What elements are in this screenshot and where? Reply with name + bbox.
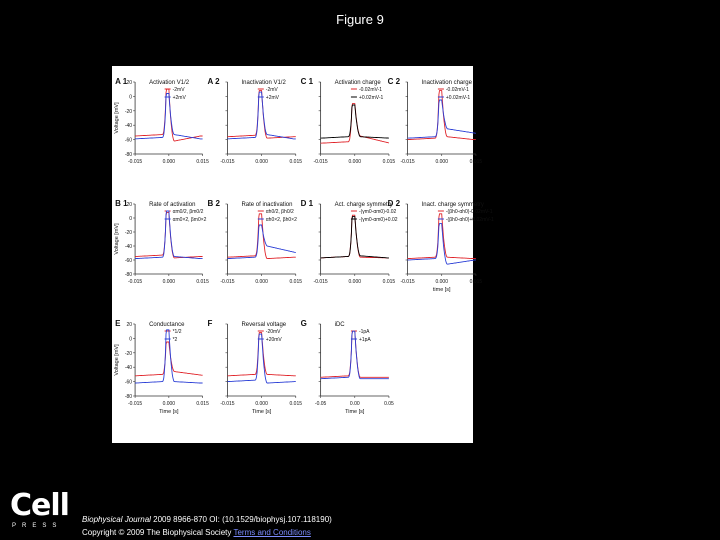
panel-title: Conductance xyxy=(149,322,185,328)
x-tick-label: 0.000 xyxy=(348,159,362,165)
x-tick-label: -0.015 xyxy=(220,401,235,407)
y-tick-label: 20 xyxy=(126,80,133,86)
terms-link[interactable]: Terms and Conditions xyxy=(233,528,311,537)
panel-title: Activation charge xyxy=(334,80,381,86)
x-tick-label: 0.015 xyxy=(196,279,209,285)
panel-label: D 2 xyxy=(387,199,401,208)
x-tick-label: 0.000 xyxy=(435,279,448,285)
panel-title: Inactivation charge xyxy=(421,80,472,86)
legend-label: *2 xyxy=(172,337,178,343)
legend-label: +2mV xyxy=(265,95,279,101)
y-tick-label: -60 xyxy=(124,258,133,264)
y-axis-label: Voltage [mV] xyxy=(114,223,121,255)
x-tick-label: -0.015 xyxy=(313,159,328,165)
x-tick-label: 0.05 xyxy=(384,401,394,407)
x-tick-label: 0.000 xyxy=(255,279,268,285)
x-axis-label: time [s] xyxy=(432,287,451,293)
figure-title: Figure 9 xyxy=(336,12,384,27)
series-line-2 xyxy=(228,92,296,139)
copyright-text: Copyright © 2009 The Biophysical Society xyxy=(82,528,234,537)
legend-label: -1pA xyxy=(358,329,370,335)
panel-label: F xyxy=(207,319,213,328)
legend-label: -2mV xyxy=(265,87,278,93)
series-line-2 xyxy=(408,100,476,138)
y-tick-label: 0 xyxy=(129,94,133,101)
panel-title: Rate of activation xyxy=(149,202,196,208)
series-line-2 xyxy=(321,105,389,138)
logo-subtext: PRESS xyxy=(12,523,63,529)
figure-panel-grid xyxy=(112,66,494,443)
x-tick-label: 0.015 xyxy=(469,279,483,285)
y-tick-label: 0 xyxy=(129,336,133,343)
x-tick-label: 0.000 xyxy=(255,401,268,407)
legend-label: -(βh0-αh0)+0.02mV-1 xyxy=(445,217,494,223)
legend-label: -0.02mV-1 xyxy=(358,87,383,93)
panel-d1 xyxy=(301,199,398,285)
x-tick-label: 0.015 xyxy=(382,279,396,285)
x-tick-label: 0.000 xyxy=(162,401,176,407)
panel-title: iDC xyxy=(334,322,345,328)
y-tick-label: -60 xyxy=(124,379,133,386)
y-tick-label: -80 xyxy=(124,394,133,400)
x-tick-label: 0.000 xyxy=(435,159,448,165)
x-tick-label: 0.000 xyxy=(348,279,362,285)
x-tick-label: 0.00 xyxy=(349,401,360,407)
legend-label: +0.02mV-1 xyxy=(358,95,384,101)
legend-label: -0.02mV-1 xyxy=(445,87,469,93)
citation-line xyxy=(82,515,332,524)
panel-label: C 1 xyxy=(300,77,314,86)
x-tick-label: -0.05 xyxy=(314,401,327,407)
y-tick-label: -40 xyxy=(124,244,133,250)
series-line-2 xyxy=(228,225,296,259)
panel-label: B 1 xyxy=(115,199,128,208)
x-tick-label: -0.015 xyxy=(220,159,235,165)
panel-b1 xyxy=(114,199,209,285)
legend-label: +2mV xyxy=(172,95,186,101)
logo-word: Cell xyxy=(10,488,69,523)
panel-a2 xyxy=(207,77,302,165)
panel-c1 xyxy=(301,77,396,165)
cell-press-logo xyxy=(10,490,74,538)
figure-svg xyxy=(112,66,494,443)
panel-g xyxy=(301,319,394,415)
legend-label: -(γm0-αm0)+0.02 xyxy=(358,217,398,223)
x-tick-label: -0.015 xyxy=(400,159,415,165)
panel-title: Act. charge symmetry xyxy=(334,202,393,208)
y-tick-label: -80 xyxy=(124,272,133,278)
legend-label: -(γm0-αm0)-0.02 xyxy=(358,209,397,215)
x-axis-label: Time [s] xyxy=(159,409,179,415)
legend-label: +1pA xyxy=(358,337,371,343)
x-axis-label: Time [s] xyxy=(345,409,365,415)
panel-title: Inactivation V1/2 xyxy=(241,80,286,86)
y-tick-label: -20 xyxy=(124,230,133,236)
legend-label: αm0×2, βm0×2 xyxy=(172,217,207,223)
legend-label: +20mV xyxy=(265,337,282,343)
x-tick-label: -0.015 xyxy=(400,279,415,285)
x-tick-label: 0.015 xyxy=(382,159,396,165)
y-axis-label: Voltage [mV] xyxy=(114,102,121,134)
citation-detail: 2009 8966-870 OI: (10.1529/biophysj.107.118190) xyxy=(150,515,332,524)
panel-label: C 2 xyxy=(387,77,401,86)
legend-label: -20mV xyxy=(265,329,281,335)
panel-title: Reversal voltage xyxy=(241,322,287,328)
panel-c2 xyxy=(388,77,483,165)
panel-title: Rate of inactivation xyxy=(241,202,293,208)
y-tick-label: -80 xyxy=(124,152,133,158)
panel-label: D 1 xyxy=(300,199,314,208)
panel-label: A 1 xyxy=(115,77,128,86)
legend-label: -2mV xyxy=(172,87,185,93)
x-tick-label: 0.000 xyxy=(255,159,268,165)
y-tick-label: -20 xyxy=(124,108,133,115)
x-tick-label: -0.015 xyxy=(127,279,143,285)
y-tick-label: -40 xyxy=(124,365,133,372)
series-line-2 xyxy=(321,331,389,379)
panel-f xyxy=(207,319,302,415)
panel-label: A 2 xyxy=(207,77,220,86)
y-tick-label: 20 xyxy=(126,322,133,328)
x-tick-label: -0.015 xyxy=(127,401,143,407)
x-tick-label: 0.015 xyxy=(289,159,303,165)
x-axis-label: Time [s] xyxy=(251,409,272,415)
x-tick-label: -0.015 xyxy=(127,159,143,165)
legend-label: αh0×2, βh0×2 xyxy=(265,217,297,223)
x-tick-label: 0.000 xyxy=(162,159,176,165)
legend-label: *1/2 xyxy=(172,329,182,335)
series-line-1 xyxy=(321,331,389,377)
x-tick-label: 0.015 xyxy=(289,401,303,407)
legend-label: -(βh0-αh0)-0.02mV-1 xyxy=(445,209,493,215)
legend-label: +0.02mV-1 xyxy=(445,95,471,101)
x-tick-label: 0.000 xyxy=(162,279,176,285)
x-tick-label: 0.015 xyxy=(196,159,209,165)
y-tick-label: -40 xyxy=(124,123,133,130)
y-tick-label: -20 xyxy=(124,350,133,357)
legend-label: αm0/2, βm0/2 xyxy=(172,209,204,215)
panel-title: Inact. charge symmetry xyxy=(421,202,484,208)
y-tick-label: -60 xyxy=(124,137,133,144)
y-axis-label: Voltage [mV] xyxy=(114,344,121,376)
x-tick-label: 0.015 xyxy=(469,159,483,165)
panel-label: B 2 xyxy=(207,199,220,208)
copyright-line xyxy=(82,528,311,537)
panel-b2 xyxy=(207,199,302,285)
x-tick-label: 0.015 xyxy=(289,279,303,285)
journal-name: Biophysical Journal xyxy=(82,515,151,524)
legend-label: αh0/2, βh0/2 xyxy=(265,209,294,215)
series-line-1 xyxy=(135,342,203,376)
x-tick-label: -0.015 xyxy=(220,279,235,285)
y-tick-label: 20 xyxy=(126,202,133,208)
series-line-2 xyxy=(135,94,203,139)
panel-a1 xyxy=(114,77,209,165)
x-tick-label: -0.015 xyxy=(313,279,328,285)
panel-label: E xyxy=(115,319,121,328)
panel-title: Activation V1/2 xyxy=(149,80,190,86)
panel-d2 xyxy=(388,199,494,293)
x-tick-label: 0.015 xyxy=(196,401,209,407)
y-tick-label: 0 xyxy=(129,216,133,222)
panel-label: G xyxy=(300,319,307,328)
panel-e xyxy=(114,319,209,415)
